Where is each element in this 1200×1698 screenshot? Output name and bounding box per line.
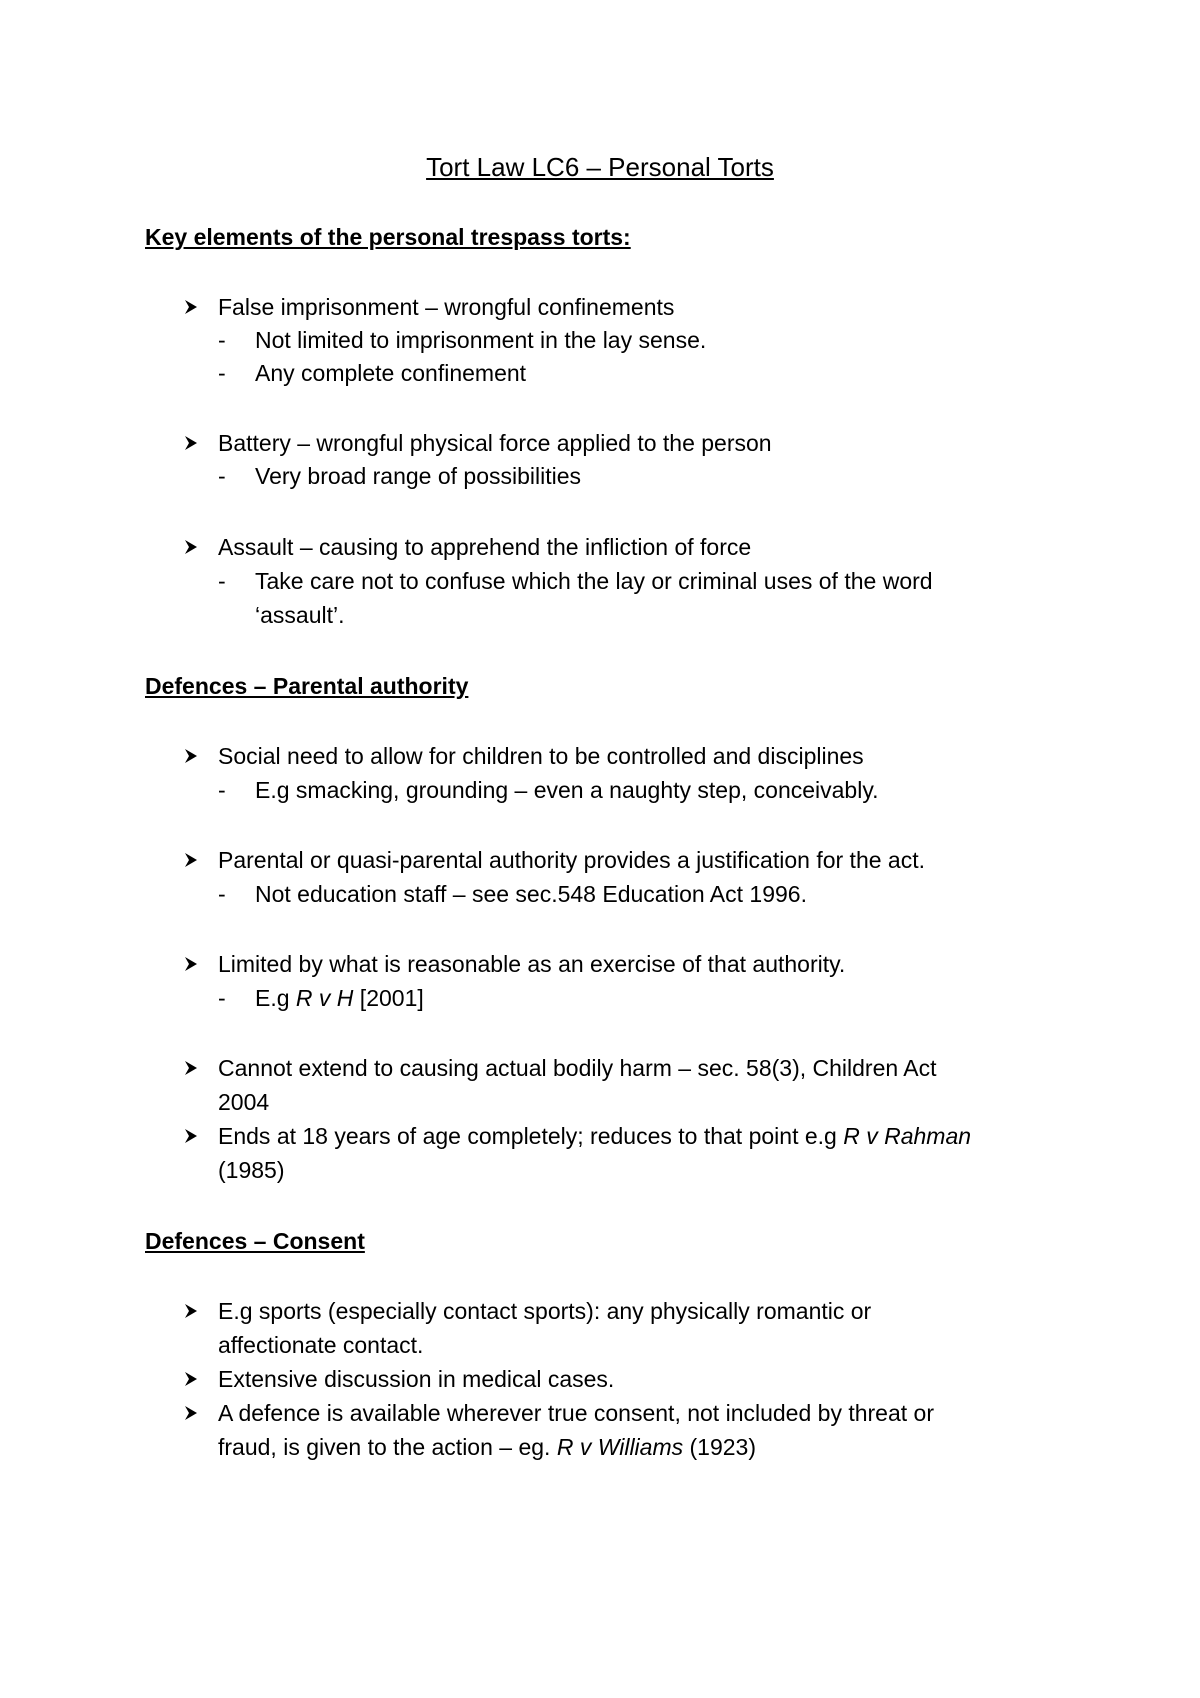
- list-item-text: Extensive discussion in medical cases.: [218, 1366, 615, 1392]
- dash-bullet: -: [218, 881, 226, 907]
- dash-bullet: -: [218, 327, 226, 353]
- list-item-prefix: Ends at 18 years of age completely; reduces to that point e.g: [218, 1123, 844, 1149]
- arrow-bullet-icon: [183, 530, 205, 555]
- list-item-text: False imprisonment – wrongful confinements: [218, 294, 675, 320]
- section-heading-key-elements: Key elements of the personal trespass torts:: [145, 224, 631, 250]
- arrow-bullet-icon: [183, 739, 205, 764]
- arrow-bullet-icon: [183, 1396, 205, 1421]
- arrow-bullet-icon: [183, 1119, 205, 1144]
- list-item-text: Social need to allow for children to be controlled and disciplines: [218, 743, 864, 769]
- arrow-bullet-icon: [183, 426, 205, 451]
- arrow-bullet-icon: [183, 843, 205, 868]
- list-item-text: affectionate contact.: [218, 1332, 424, 1358]
- list-item-text: A defence is available wherever true consent, not included by threat or: [218, 1400, 934, 1426]
- list-item-text: Assault – causing to apprehend the infliction of force: [218, 534, 752, 560]
- list-item-text: [218, 1430, 1078, 1464]
- list-item-text: Battery – wrongful physical force applied to the person: [218, 430, 772, 456]
- section-heading-consent: Defences – Consent: [145, 1228, 365, 1254]
- dash-bullet: -: [218, 463, 226, 489]
- list-item-prefix: fraud, is given to the action – eg.: [218, 1434, 557, 1460]
- sub-item-text: Very broad range of possibilities: [255, 463, 582, 489]
- sub-item-text: Not education staff – see sec.548 Education Act 1996.: [255, 881, 807, 907]
- sub-item-suffix: [2001]: [353, 985, 424, 1011]
- page-title: Tort Law LC6 – Personal Torts: [426, 152, 774, 182]
- list-item-text: 2004: [218, 1089, 270, 1115]
- dash-bullet: -: [218, 985, 226, 1011]
- list-item-text: Parental or quasi-parental authority provides a justification for the act.: [218, 847, 925, 873]
- arrow-bullet-icon: [183, 1362, 205, 1387]
- list-item-text: E.g sports (especially contact sports): any physically romantic or: [218, 1298, 872, 1324]
- sub-item-text: Not limited to imprisonment in the lay sense.: [255, 327, 707, 353]
- section-heading-parental-authority: Defences – Parental authority: [145, 673, 469, 699]
- list-item-text: Cannot extend to causing actual bodily harm – sec. 58(3), Children Act: [218, 1055, 937, 1081]
- sub-item-text: ‘assault’.: [255, 602, 345, 628]
- list-item-text: Limited by what is reasonable as an exercise of that authority.: [218, 951, 846, 977]
- sub-item-prefix: E.g: [255, 985, 296, 1011]
- sub-item-text: Any complete confinement: [255, 360, 527, 386]
- list-item-text: (1985): [218, 1157, 285, 1183]
- sub-item-text: [255, 981, 1075, 1015]
- arrow-bullet-icon: [183, 947, 205, 972]
- list-item-suffix: (1923): [683, 1434, 756, 1460]
- case-name: R v Rahman: [843, 1123, 972, 1149]
- case-name: R v H: [295, 985, 354, 1011]
- sub-item-text: E.g smacking, grounding – even a naughty step, conceivably.: [255, 777, 879, 803]
- sub-item-text: Take care not to confuse which the lay or criminal uses of the word: [255, 568, 933, 594]
- dash-bullet: -: [218, 568, 226, 594]
- dash-bullet: -: [218, 777, 226, 803]
- list-item-text: [218, 1119, 1078, 1153]
- case-name: R v Williams: [556, 1434, 684, 1460]
- dash-bullet: -: [218, 360, 226, 386]
- arrow-bullet-icon: [183, 1294, 205, 1319]
- arrow-bullet-icon: [183, 290, 205, 315]
- arrow-bullet-icon: [183, 1051, 205, 1076]
